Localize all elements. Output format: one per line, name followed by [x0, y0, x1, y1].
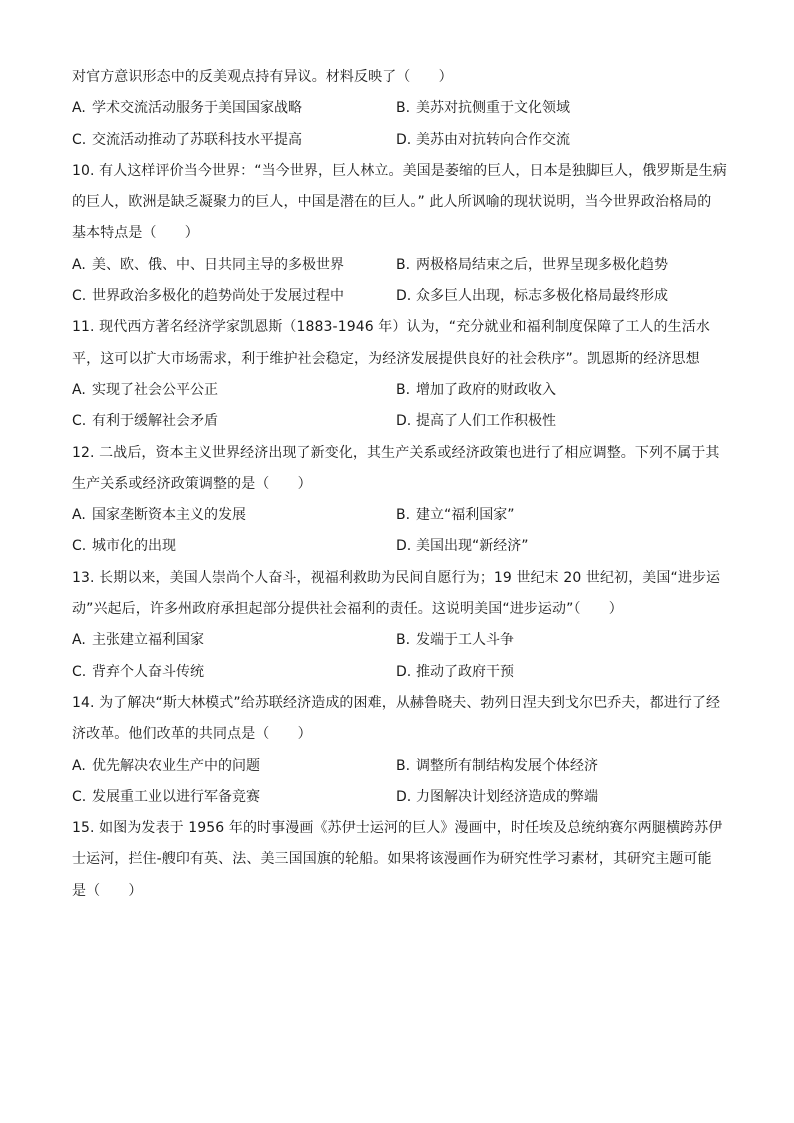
option-b: B. 增加了政府的财政收入: [396, 381, 556, 398]
option-c: C. 有利于缓解社会矛盾: [72, 413, 218, 430]
option-a: A. 优先解决农业生产中的问题: [72, 757, 260, 774]
option-b: B. 调整所有制结构发展个体经济: [396, 757, 598, 774]
option-d: D. 美国出现“新经济”: [396, 538, 529, 555]
question-text-line: 13. 长期以来，美国人崇尚个人奋斗，视福利救助为民间自愿行为；19 世纪末 20 世纪初，美国“进步运: [72, 569, 721, 586]
option-c: C. 背弃个人奋斗传统: [72, 663, 204, 680]
question-14: [72, 688, 732, 813]
question-text-line: 济改革。他们改革的共同点是（ ）: [72, 726, 312, 743]
question-text-line: 12. 二战后，资本主义世界经济出现了新变化，其生产关系或经济政策也进行了相应调整。下列不属于其: [72, 444, 720, 461]
option-d: D. 推动了政府干预: [396, 663, 514, 680]
option-b: B. 建立“福利国家”: [396, 507, 515, 524]
question-text-line: 11. 现代西方著名经济学家凯恩斯（1883-1946 年）认为，“充分就业和福利制度保障了工人的生活水: [72, 319, 710, 336]
question-text-line: 平，这可以扩大市场需求，利于维护社会稳定，为经济发展提供良好的社会秩序”。凯恩斯的经济思想: [72, 350, 700, 367]
option-b: B. 两极格局结束之后，世界呈现多极化趋势: [396, 256, 668, 273]
intro-options-row-1: [72, 93, 732, 124]
question-text-line: 的巨人，欧洲是缺乏凝聚力的巨人，中国是潜在的巨人。” 此人所讽喻的现状说明，当今世界政治格局的: [72, 194, 712, 211]
question-text-line: 基本特点是（ ）: [72, 225, 199, 242]
option-d: D. 美苏由对抗转向合作交流: [396, 131, 570, 148]
options-row: [72, 782, 732, 813]
option-d: D. 力图解决计划经济造成的弊端: [396, 788, 598, 805]
intro-options-row-2: [72, 125, 732, 156]
options-row: [72, 500, 732, 531]
option-c: C. 城市化的出现: [72, 538, 176, 555]
option-a: A. 国家垄断资本主义的发展: [72, 507, 246, 524]
option-a: A. 美、欧、俄、中、日共同主导的多极世界: [72, 256, 344, 273]
question-11: [72, 312, 732, 437]
option-a: A. 学术交流活动服务于美国国家战略: [72, 100, 302, 117]
option-d: D. 众多巨人出现，标志多极化格局最终形成: [396, 288, 668, 305]
intro-line: 对官方意识形态中的反美观点持有异议。材料反映了（ ）: [72, 69, 453, 85]
question-text-line: 生产关系或经济政策调整的是（ ）: [72, 475, 312, 492]
options-row: [72, 406, 732, 437]
question-text-line: 士运河，拦住-艘印有英、法、美三国国旗的轮船。如果将该漫画作为研究性学习素材，其研究主题可能: [72, 851, 712, 868]
options-row: [72, 250, 732, 281]
question-text-line: 动”兴起后，许多州政府承担起部分提供社会福利的责任。这说明美国“进步运动”（ ）: [72, 601, 623, 618]
question-10: [72, 156, 732, 312]
question-12: [72, 438, 732, 563]
question-text-line: 是（ ）: [72, 882, 143, 899]
option-b: B. 发端于工人斗争: [396, 632, 514, 649]
question-text-line: 15. 如图为发表于 1956 年的时事漫画《苏伊士运河的巨人》漫画中，时任埃及总统纳赛尔两腿横跨苏伊: [72, 820, 723, 837]
question-text-line: 10. 有人这样评价当今世界：“当今世界，巨人林立。美国是萎缩的巨人，日本是独脚巨人，俄罗斯是生病: [72, 162, 727, 179]
options-row: [72, 657, 732, 688]
question-13: [72, 563, 732, 688]
question-text-line: 14. 为了解决“斯大林模式”给苏联经济造成的困难，从赫鲁晓夫、勃列日涅夫到戈尔巴乔夫，都进行了经: [72, 694, 721, 711]
exam-page: [72, 62, 732, 907]
options-row: [72, 625, 732, 656]
question-15: [72, 813, 732, 907]
option-a: A. 实现了社会公平公正: [72, 381, 218, 398]
option-d: D. 提高了人们工作积极性: [396, 413, 556, 430]
option-a: A. 主张建立福利国家: [72, 632, 204, 649]
options-row: [72, 531, 732, 562]
option-c: C. 世界政治多极化的趋势尚处于发展过程中: [72, 288, 344, 305]
options-row: [72, 375, 732, 406]
options-row: [72, 751, 732, 782]
options-row: [72, 281, 732, 312]
option-c: C. 交流活动推动了苏联科技水平提高: [72, 131, 302, 148]
option-c: C. 发展重工业以进行军备竞赛: [72, 788, 260, 805]
option-b: B. 美苏对抗侧重于文化领域: [396, 100, 570, 117]
